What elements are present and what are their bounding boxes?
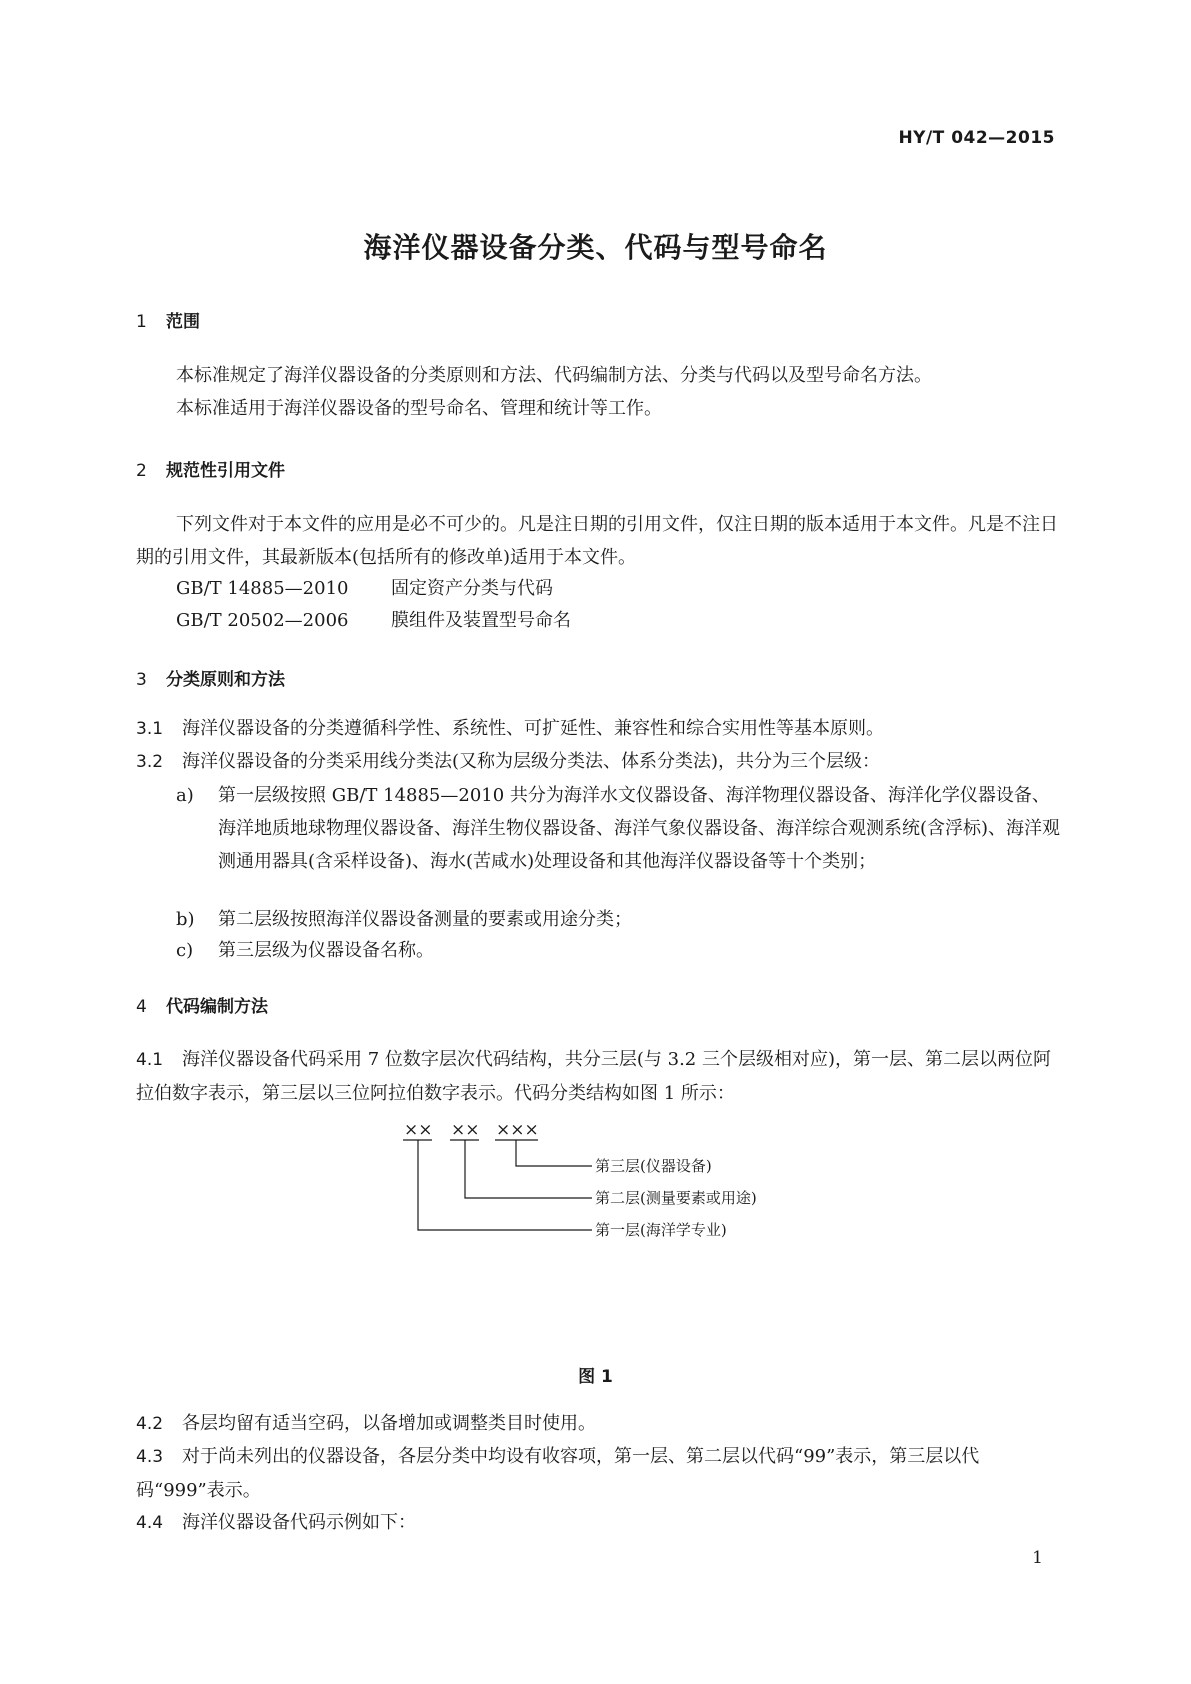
list-item-label: b) [176,909,195,930]
clause-text: 海洋仪器设备的分类采用线分类法(又称为层级分类法、体系分类法)，共分为三个层级： [182,751,881,772]
section-title: 规范性引用文件 [166,461,285,481]
figure-caption: 图 1 [578,1367,613,1387]
clause-4-3 [136,1440,1066,1507]
code-group-1: ×× [404,1120,433,1140]
section-title: 分类原则和方法 [166,670,285,690]
list-item-text: 第二层级按照海洋仪器设备测量的要素或用途分类； [218,909,632,930]
clause-3-1 [136,712,1066,746]
code-group-3: ××× [496,1120,539,1140]
scope-paragraph-1: 本标准规定了海洋仪器设备的分类原则和方法、代码编制方法、分类与代码以及型号命名方法。 [176,365,932,386]
clause-number: 3.1 [136,719,164,739]
clause-number: 4.3 [136,1447,164,1467]
connector-level-1 [418,1140,592,1230]
clause-text: 海洋仪器设备的分类遵循科学性、系统性、可扩延性、兼容性和综合实用性等基本原则。 [182,718,884,739]
level-1-label: 第一层(海洋学专业) [595,1221,727,1239]
clause-number: 3.2 [136,752,164,772]
clause-number: 4.1 [136,1050,164,1070]
clause-number: 4.2 [136,1414,164,1434]
section-number: 4 [136,997,147,1017]
level-2-label: 第二层(测量要素或用途) [595,1189,757,1207]
section-number: 1 [136,312,147,332]
clause-text: 对于尚未列出的仪器设备，各层分类中均设有收容项，第一层、第二层以代码“99”表示，第三层以代码“999”表示。 [136,1446,980,1501]
reference-item [176,606,571,632]
list-item [176,903,1066,936]
page-title: 海洋仪器设备分类、代码与型号命名 [363,231,828,264]
clause-3-2 [136,745,1066,779]
list-item-label: c) [176,940,194,961]
list-item-text: 第一层级按照 GB/T 14885—2010 共分为海洋水文仪器设备、海洋物理仪器设备、海洋化学仪器设备、海洋地质地球物理仪器设备、海洋生物仪器设备、海洋气象仪器设备、海洋综合观测系统(含浮标)、海洋观测通用器具(含采样设备)、海水(苦咸水)处理设备和其他海洋仪器设备等十个类别； [218,785,1061,872]
section-title: 范围 [166,312,200,332]
list-item [176,934,1066,967]
clause-number: 4.4 [136,1513,164,1533]
section-title: 代码编制方法 [166,997,268,1017]
list-item-label: a) [176,785,194,806]
clause-text: 海洋仪器设备代码示例如下： [182,1512,416,1533]
page-number: 1 [1032,1548,1043,1568]
connector-level-3 [516,1140,592,1166]
list-item-text: 第三层级为仪器设备名称。 [218,940,434,961]
reference-name: 固定资产分类与代码 [391,578,553,599]
level-3-label: 第三层(仪器设备) [595,1157,712,1175]
section-1-heading [136,307,200,332]
clause-4-1 [136,1043,1066,1110]
standard-code: HY/T 042—2015 [898,128,1055,148]
clause-4-2 [136,1407,1066,1441]
reference-code: GB/T 14885—2010 [176,578,349,599]
reference-item [176,574,553,600]
clause-text: 海洋仪器设备代码采用 7 位数字层次代码结构，共分三层(与 3.2 三个层级相对应)，第一层、第二层以两位阿拉伯数字表示，第三层以三位阿拉伯数字表示。代码分类结构如图 1 所示： [136,1049,1052,1104]
code-group-2: ×× [451,1120,480,1140]
clause-text: 各层均留有适当空码，以备增加或调整类目时使用。 [182,1413,596,1434]
section-3-heading [136,665,285,690]
section-4-heading [136,992,268,1017]
scope-paragraph-2: 本标准适用于海洋仪器设备的型号命名、管理和统计等工作。 [176,398,662,419]
section-number: 3 [136,670,147,690]
section-2-heading [136,456,285,481]
connector-level-2 [465,1140,592,1198]
references-intro: 下列文件对于本文件的应用是必不可少的。凡是注日期的引用文件，仅注日期的版本适用于本文件。凡是不注日期的引用文件，其最新版本(包括所有的修改单)适用于本文件。 [136,514,1058,568]
section-number: 2 [136,461,147,481]
reference-name: 膜组件及装置型号命名 [391,610,571,631]
clause-4-4 [136,1506,1066,1540]
list-item [176,779,1066,872]
reference-code: GB/T 20502—2006 [176,610,349,631]
